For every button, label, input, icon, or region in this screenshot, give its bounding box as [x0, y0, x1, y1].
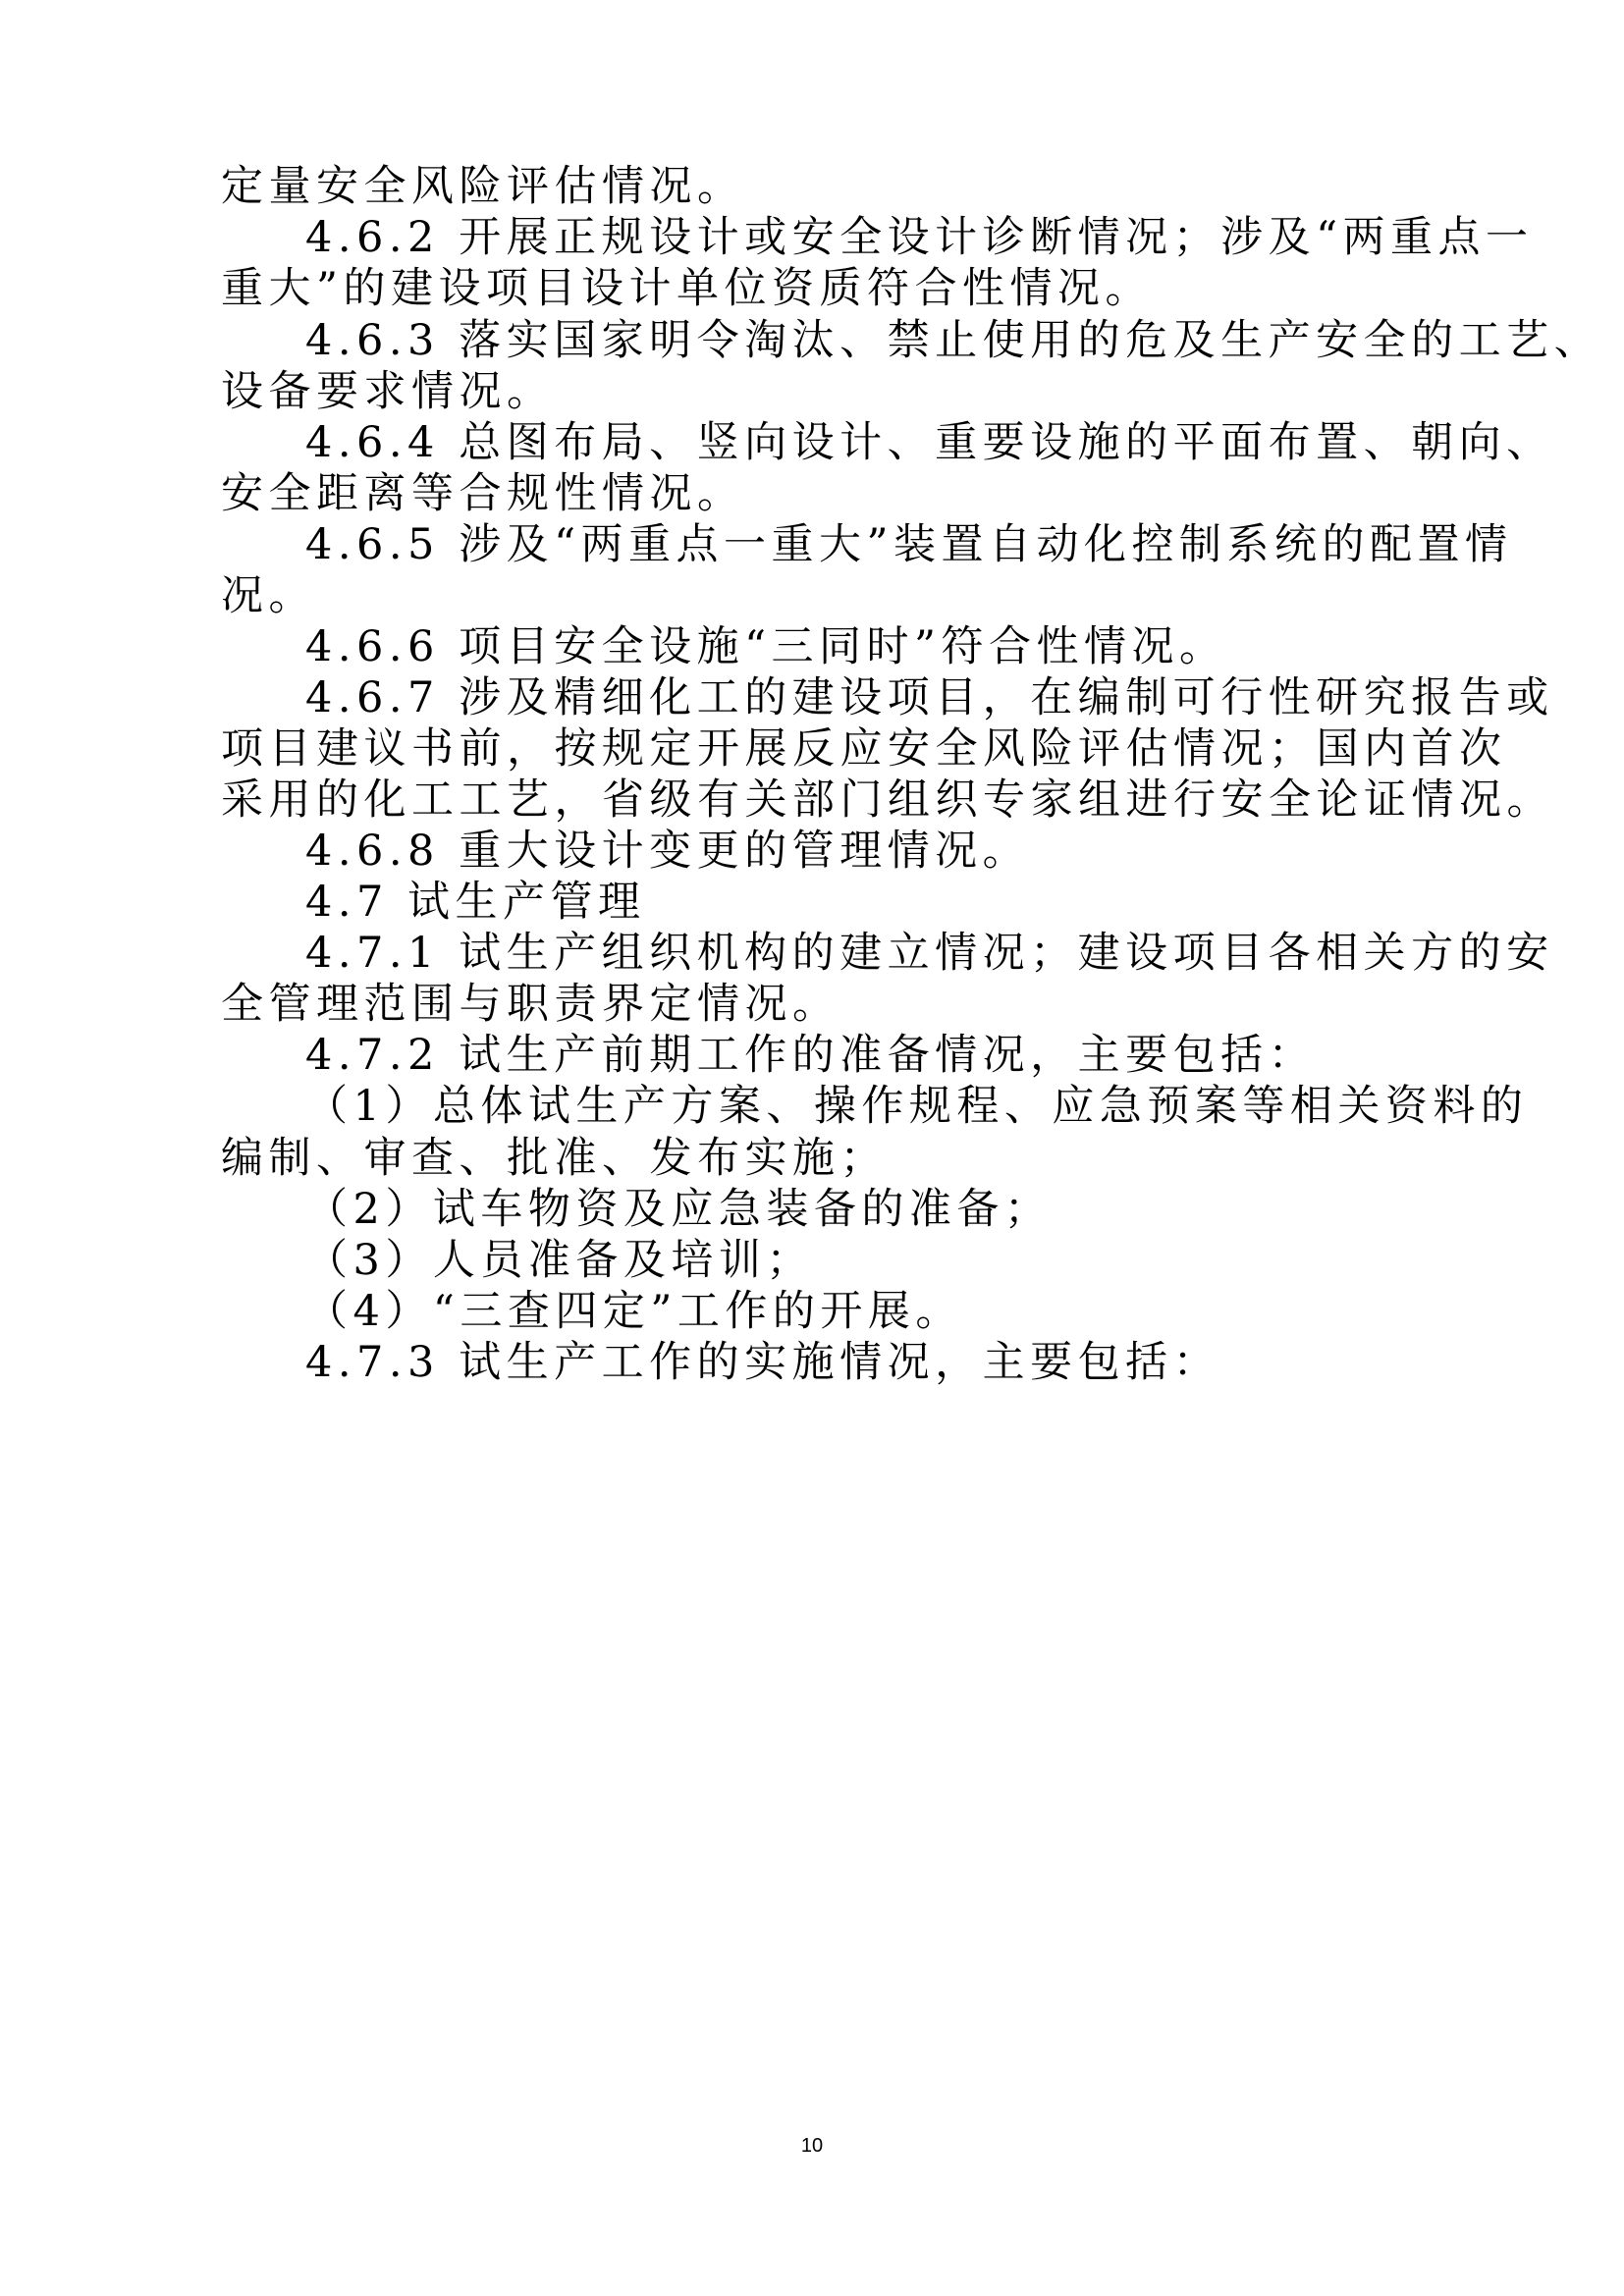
text-line: 4.6.2 开展正规设计或安全设计诊断情况；涉及“两重点一 — [305, 213, 1534, 262]
list-item: （4）“三查四定”工作的开展。 — [305, 1287, 963, 1336]
text-line: 采用的化工工艺，省级有关部门组织专家组进行安全论证情况。 — [221, 775, 1554, 825]
section-heading: 4.7 试生产管理 — [305, 878, 646, 927]
text-line: 况。 — [221, 571, 316, 620]
text-line: 4.7.3 试生产工作的实施情况，主要包括： — [305, 1338, 1221, 1387]
text-line: 定量安全风险评估情况。 — [221, 162, 745, 211]
text-line: 4.6.7 涉及精细化工的建设项目，在编制可行性研究报告或 — [305, 673, 1554, 722]
text-line: 4.6.3 落实国家明令淘汰、禁止使用的危及生产安全的工艺、 — [305, 316, 1602, 365]
list-item: （3）人员准备及培训； — [305, 1236, 814, 1285]
text-line: 安全距离等合规性情况。 — [221, 469, 745, 518]
text-line: 4.6.4 总图布局、竖向设计、重要设施的平面布置、朝向、 — [305, 418, 1554, 467]
text-line: 4.6.5 涉及“两重点一重大”装置自动化控制系统的配置情 — [305, 520, 1513, 569]
list-item: （1）总体试生产方案、操作规程、应急预案等相关资料的 — [305, 1082, 1529, 1131]
text-line: 编制、审查、批准、发布实施； — [221, 1134, 888, 1183]
text-line: 设备要求情况。 — [221, 367, 555, 416]
text-line: 4.7.1 试生产组织机构的建立情况；建设项目各相关方的安 — [305, 929, 1554, 978]
text-line: 4.6.6 项目安全设施“三同时”符合性情况。 — [305, 622, 1227, 671]
text-line: 重大”的建设项目设计单位资质符合性情况。 — [221, 264, 1153, 313]
text-line: 4.7.2 试生产前期工作的准备情况，主要包括： — [305, 1031, 1317, 1080]
text-line: 项目建议书前，按规定开展反应安全风险评估情况；国内首次 — [221, 724, 1507, 774]
page-number: 10 — [800, 2135, 824, 2157]
list-item: （2）试车物资及应急装备的准备； — [305, 1185, 1053, 1234]
text-line: 4.6.8 重大设计变更的管理情况。 — [305, 827, 1031, 876]
text-line: 全管理范围与职责界定情况。 — [221, 980, 840, 1029]
